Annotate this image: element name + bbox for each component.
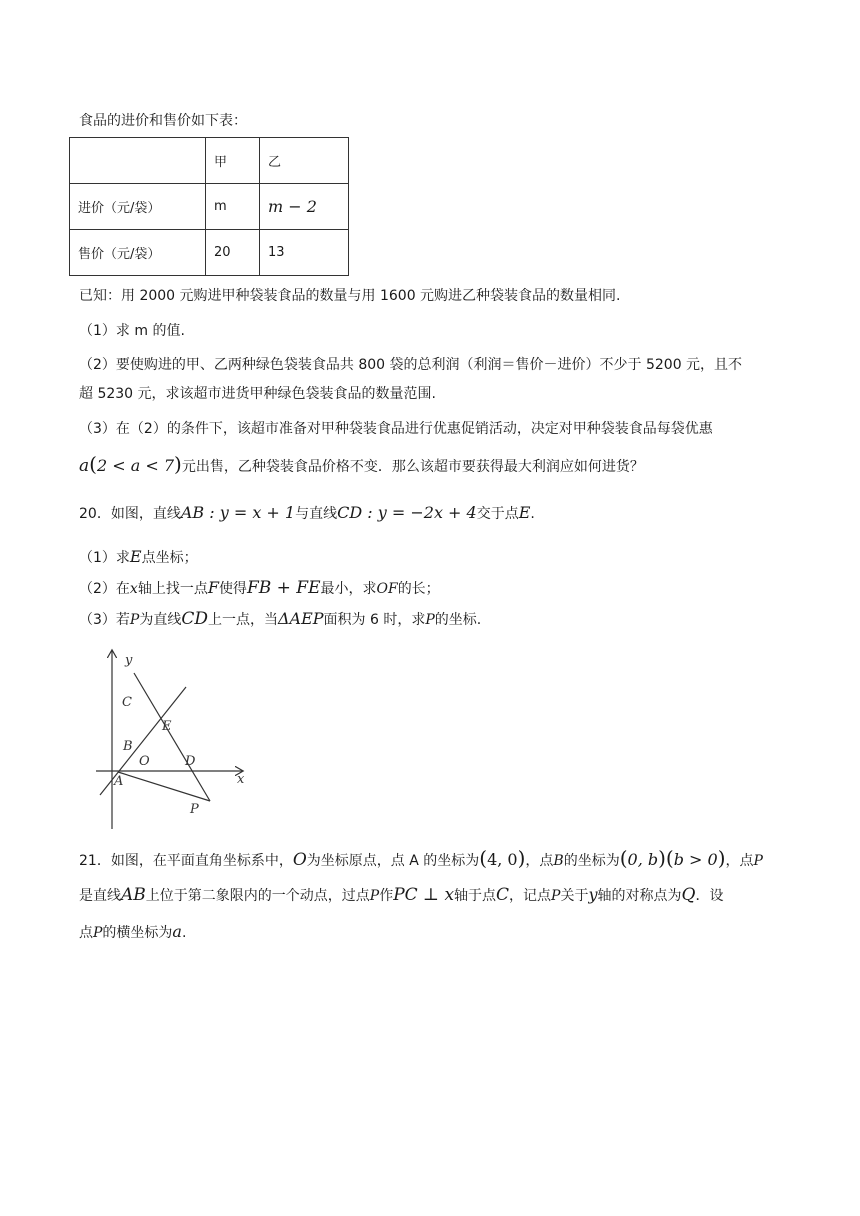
math-var: E xyxy=(129,547,142,566)
math-var: y xyxy=(588,885,598,904)
q21-line2 xyxy=(79,885,723,906)
text: 最小，求 xyxy=(320,581,377,597)
text: 是直线 xyxy=(79,888,121,904)
label-a: A xyxy=(114,774,124,789)
text: 20．如图，直线 xyxy=(79,506,181,522)
text: 关于 xyxy=(560,888,589,904)
math-expr: CD : y = −2x + 4 xyxy=(337,503,477,522)
text: ，记点 xyxy=(509,888,552,904)
math-var: P xyxy=(425,612,435,628)
label-y: y xyxy=(125,653,133,668)
label-e: E xyxy=(162,719,172,734)
math-var: P xyxy=(753,853,763,869)
math-var: Q xyxy=(681,885,696,905)
table-row xyxy=(70,138,349,184)
math-var: P xyxy=(369,888,380,904)
segment-ap xyxy=(118,772,210,801)
line-cd xyxy=(134,673,210,801)
label-p: P xyxy=(190,802,199,817)
text: 的长； xyxy=(397,581,440,597)
math-var: CD xyxy=(181,609,208,629)
text: 的横坐标为 xyxy=(102,925,173,941)
math-var: B xyxy=(553,853,564,869)
table-cell: 进价（元/袋） xyxy=(70,184,206,230)
label-c: C xyxy=(122,695,132,710)
math-expr: PC ⊥ x xyxy=(393,885,455,905)
text: 轴的对称点为 xyxy=(597,888,682,904)
price-table xyxy=(69,137,349,276)
line-ab xyxy=(100,687,186,795)
text: ．设 xyxy=(695,888,724,904)
text: ，点 xyxy=(725,853,754,869)
q19-part2-line1: （2）要使购进的甲、乙两种绿色袋装食品共 800 袋的总利润（利润＝售价－进价）不少于 5200 元，且不 xyxy=(79,357,743,373)
text: 的坐标. xyxy=(434,612,482,628)
math-expr: 4, 0 xyxy=(487,850,518,869)
table-cell: 乙 xyxy=(260,138,349,184)
text: . xyxy=(530,506,535,522)
text: 21．如图，在平面直角坐标系中， xyxy=(79,853,293,869)
math-var: AB xyxy=(121,885,146,905)
math-var: C xyxy=(496,885,510,905)
text: 轴于点 xyxy=(454,888,497,904)
math-var: P xyxy=(93,925,103,941)
text: 为直线 xyxy=(139,612,182,628)
math-expr: ΔAEP xyxy=(277,609,324,628)
table-cell: 甲 xyxy=(206,138,260,184)
q19-part3-line2: a(2 < a < 7)元出售，乙种袋装食品价格不变．那么该超市要获得最大利润应如何进货？ xyxy=(79,452,644,476)
text: 与直线 xyxy=(295,506,338,522)
text: 面积为 6 时，求 xyxy=(323,612,426,628)
math-var: P xyxy=(551,888,561,904)
math-expr: FB + FE xyxy=(246,578,321,598)
table-row xyxy=(70,230,349,276)
text: 作 xyxy=(379,888,394,904)
table-row xyxy=(70,184,349,230)
text: （2）在 xyxy=(79,581,130,597)
math-expr: AB : y = x + 1 xyxy=(180,503,296,522)
math-condition: 2 < a < 7 xyxy=(96,456,175,475)
math-var: O xyxy=(292,850,307,870)
table-cell: 20 xyxy=(206,230,260,276)
text: 使得 xyxy=(218,581,247,597)
label-b: B xyxy=(123,739,133,754)
text: . xyxy=(181,925,187,941)
q19-part1: （1）求 m 的值. xyxy=(79,323,185,339)
label-o: O xyxy=(139,754,150,769)
q20-part1 xyxy=(79,547,198,568)
math-var: a xyxy=(172,922,182,941)
text: 为坐标原点，点 A 的坐标为 xyxy=(306,853,480,869)
text: 点坐标； xyxy=(141,550,198,566)
math-var: P xyxy=(129,612,140,628)
q19-part3-line1: （3）在（2）的条件下，该超市准备对甲种袋装食品进行优惠促销活动，决定对甲种袋装食品每袋优惠 xyxy=(79,421,713,437)
q21-line1: 21．如图，在平面直角坐标系中，O为坐标原点，点 A 的坐标为(4, 0)，点B的坐标为(0, b)(b > 0)，点P xyxy=(79,846,763,870)
table-cell: m − 2 xyxy=(260,184,349,230)
text: ，点 xyxy=(525,853,554,869)
math-var: x xyxy=(129,581,138,597)
text: 交于点 xyxy=(476,506,519,522)
table-cell: m xyxy=(206,184,260,230)
text: 元出售，乙种袋装食品价格不变．那么该超市要获得最大利润应如何进货？ xyxy=(181,459,644,475)
text: 轴上找一点 xyxy=(137,581,208,597)
text: （1）求 xyxy=(79,550,130,566)
text: 点 xyxy=(79,925,93,941)
math-expr: b > 0 xyxy=(673,850,718,869)
table-cell xyxy=(70,138,206,184)
math-var: a xyxy=(79,456,90,476)
math-expr: 0, b xyxy=(627,850,659,869)
text: 的坐标为 xyxy=(563,853,620,869)
math-var: E xyxy=(518,503,531,522)
text: （3）若 xyxy=(79,612,130,628)
text: 上位于第二象限内的一个动点，过点 xyxy=(145,888,370,904)
q20-stem xyxy=(79,503,535,524)
intro-text: 食品的进价和售价如下表： xyxy=(79,113,247,129)
label-x: x xyxy=(237,772,245,787)
table-cell: 13 xyxy=(260,230,349,276)
q20-part2 xyxy=(79,578,440,599)
q20-part3 xyxy=(79,609,481,630)
q21-line3 xyxy=(79,922,186,943)
table-cell: 售价（元/袋） xyxy=(70,230,206,276)
math-var: F xyxy=(207,578,219,597)
label-d: D xyxy=(185,754,196,769)
q19-known: 已知：用 2000 元购进甲种袋装食品的数量与用 1600 元购进乙种袋装食品的数量相同. xyxy=(79,288,621,304)
q19-part2-line2: 超 5230 元，求该超市进货甲种绿色袋装食品的数量范围. xyxy=(79,386,436,402)
coordinate-figure xyxy=(96,645,256,845)
text: 上一点，当 xyxy=(207,612,278,628)
math-var: OF xyxy=(376,581,398,597)
